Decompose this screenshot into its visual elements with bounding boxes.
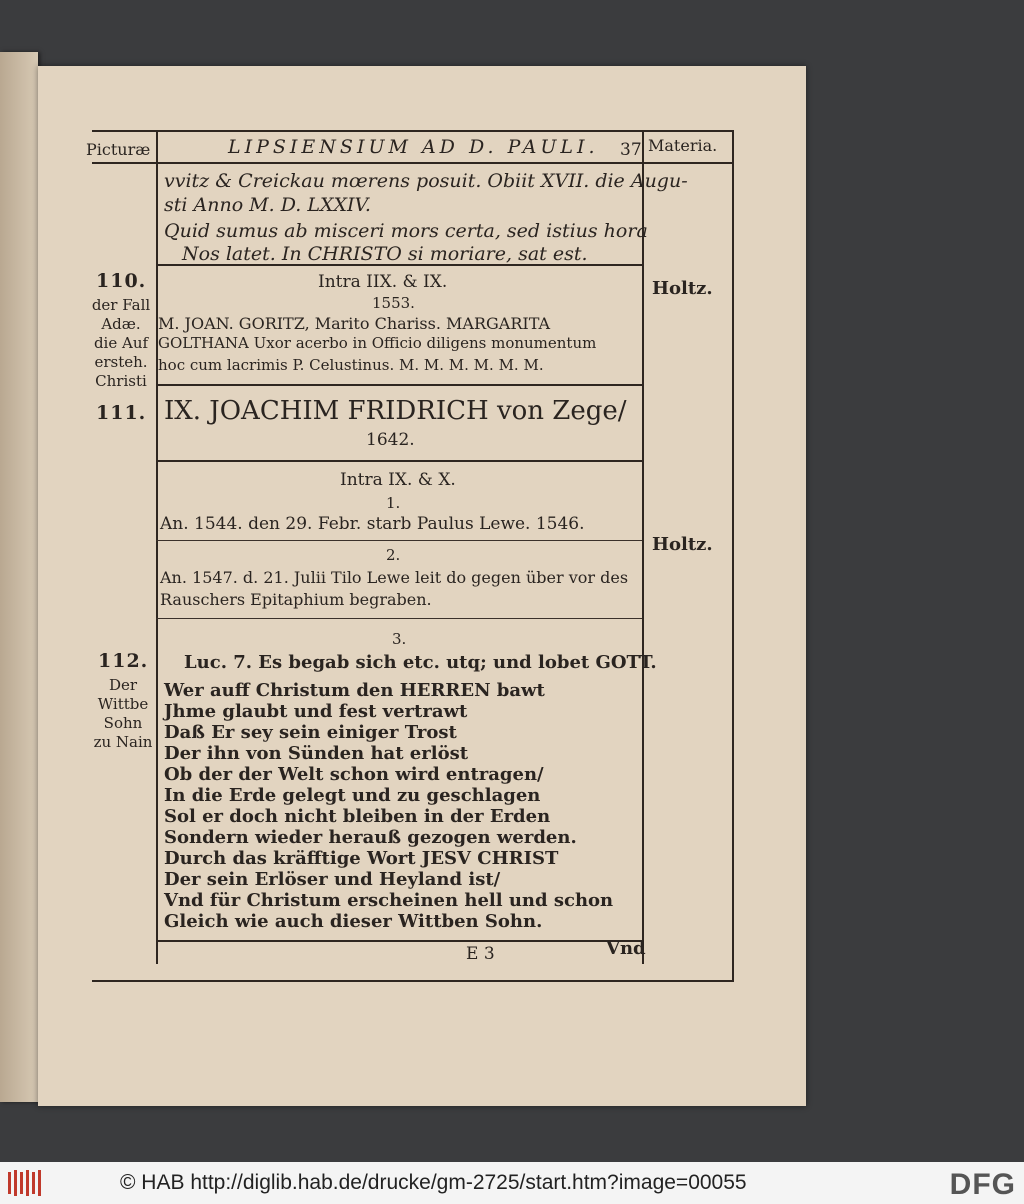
catchword: Vnd (606, 938, 646, 959)
rule-4 (156, 540, 642, 541)
hab-logo-icon (6, 1168, 46, 1198)
top-line-4: Nos latet. In CHRISTO si moriare, sat est. (182, 243, 588, 265)
entry-110-line-4: GOLTHANA Uxor acerbo in Officio diligens monumentum (158, 334, 597, 352)
materia-holtz-2: Holtz. (652, 534, 713, 555)
dfg-logo-icon: DFG (949, 1168, 1016, 1201)
rule-3 (156, 460, 642, 462)
verse-line-0: Luc. 7. Es begab sich etc. utq; und lobet GOTT. (184, 652, 657, 673)
header-left: Picturæ (86, 140, 151, 159)
verse-line-7: Sol er doch nicht bleiben in der Erden (164, 806, 551, 827)
entry-110-line-2: 1553. (372, 294, 415, 312)
item-2-number: 2. (386, 546, 401, 564)
verse-line-4: Der ihn von Sünden hat erlöst (164, 743, 469, 764)
entry-number-111: 111. (96, 402, 147, 424)
item-1-number: 1. (386, 494, 401, 512)
entry-number-110: 110. (96, 270, 147, 292)
verse-line-11: Vnd für Christum erscheinen hell und schon (164, 890, 614, 911)
rule-2 (156, 384, 642, 386)
item-2-line-2: Rauschers Epitaphium begraben. (160, 590, 432, 609)
copyright-link[interactable]: © HAB http://diglib.hab.de/drucke/gm-2725/start.htm?image=00055 (120, 1171, 747, 1194)
verse-line-8: Sondern wieder herauß gezogen werden. (164, 827, 577, 848)
intra-ix-x-heading: Intra IX. & X. (340, 470, 456, 490)
verse-line-9: Durch das kräfftige Wort JESV CHRIST (164, 848, 559, 869)
entry-111-year: 1642. (366, 430, 415, 450)
margin-divider-right (642, 130, 644, 964)
header-rule (92, 162, 732, 164)
entry-110-line-1: Intra IIX. & IX. (318, 272, 448, 292)
verse-line-5: Ob der der Welt schon wird entragen/ (164, 764, 544, 785)
verse-line-1: Wer auff Christum den HERREN bawt (164, 680, 545, 701)
entry-111-title: IX. JOACHIM FRIDRICH von Zege/ (164, 396, 627, 426)
top-line-1: vvitz & Creickau mœrens posuit. Obiit XVII. die Augu- (164, 170, 688, 192)
rule-5 (156, 618, 642, 619)
entry-110-line-3: M. JOAN. GORITZ, Marito Chariss. MARGARITA (158, 314, 551, 333)
viewer-footer (0, 1162, 1024, 1204)
previous-page-edge (0, 52, 38, 1102)
item-2-line-1: An. 1547. d. 21. Julii Tilo Lewe leit do gegen über vor des (160, 568, 629, 587)
verse-line-6: In die Erde gelegt und zu geschlagen (164, 785, 541, 806)
verse-line-3: Daß Er sey sein einiger Trost (164, 722, 457, 743)
entry-110-line-5: hoc cum lacrimis P. Celustinus. M. M. M. M. M. M. (158, 356, 544, 374)
verse-line-10: Der sein Erlöser und Heyland ist/ (164, 869, 501, 890)
entry-number-112: 112. (98, 650, 149, 672)
materia-holtz-1: Holtz. (652, 278, 713, 299)
top-line-3: Quid sumus ab misceri mors certa, sed istius hora (164, 220, 648, 242)
running-title: LIPSIENSIUM AD D. PAULI. (228, 136, 599, 158)
verse-line-2: Jhme glaubt und fest vertrawt (164, 701, 468, 722)
header-right: Materia. (648, 136, 718, 155)
verse-line-12: Gleich wie auch dieser Wittben Sohn. (164, 911, 543, 932)
rule-6 (156, 940, 642, 942)
top-line-2: sti Anno M. D. LXXIV. (164, 194, 371, 216)
signature-mark: E 3 (466, 944, 495, 964)
margin-divider-left (156, 130, 158, 964)
margin-note-110: der Fall Adæ. die Auf ersteh. Christi (91, 296, 151, 390)
page-number: 37 (620, 140, 642, 160)
item-3-number: 3. (392, 630, 407, 648)
margin-note-112: Der Wittbe Sohn zu Nain (93, 676, 153, 751)
item-1-text: An. 1544. den 29. Febr. starb Paulus Lewe. 1546. (160, 514, 585, 534)
